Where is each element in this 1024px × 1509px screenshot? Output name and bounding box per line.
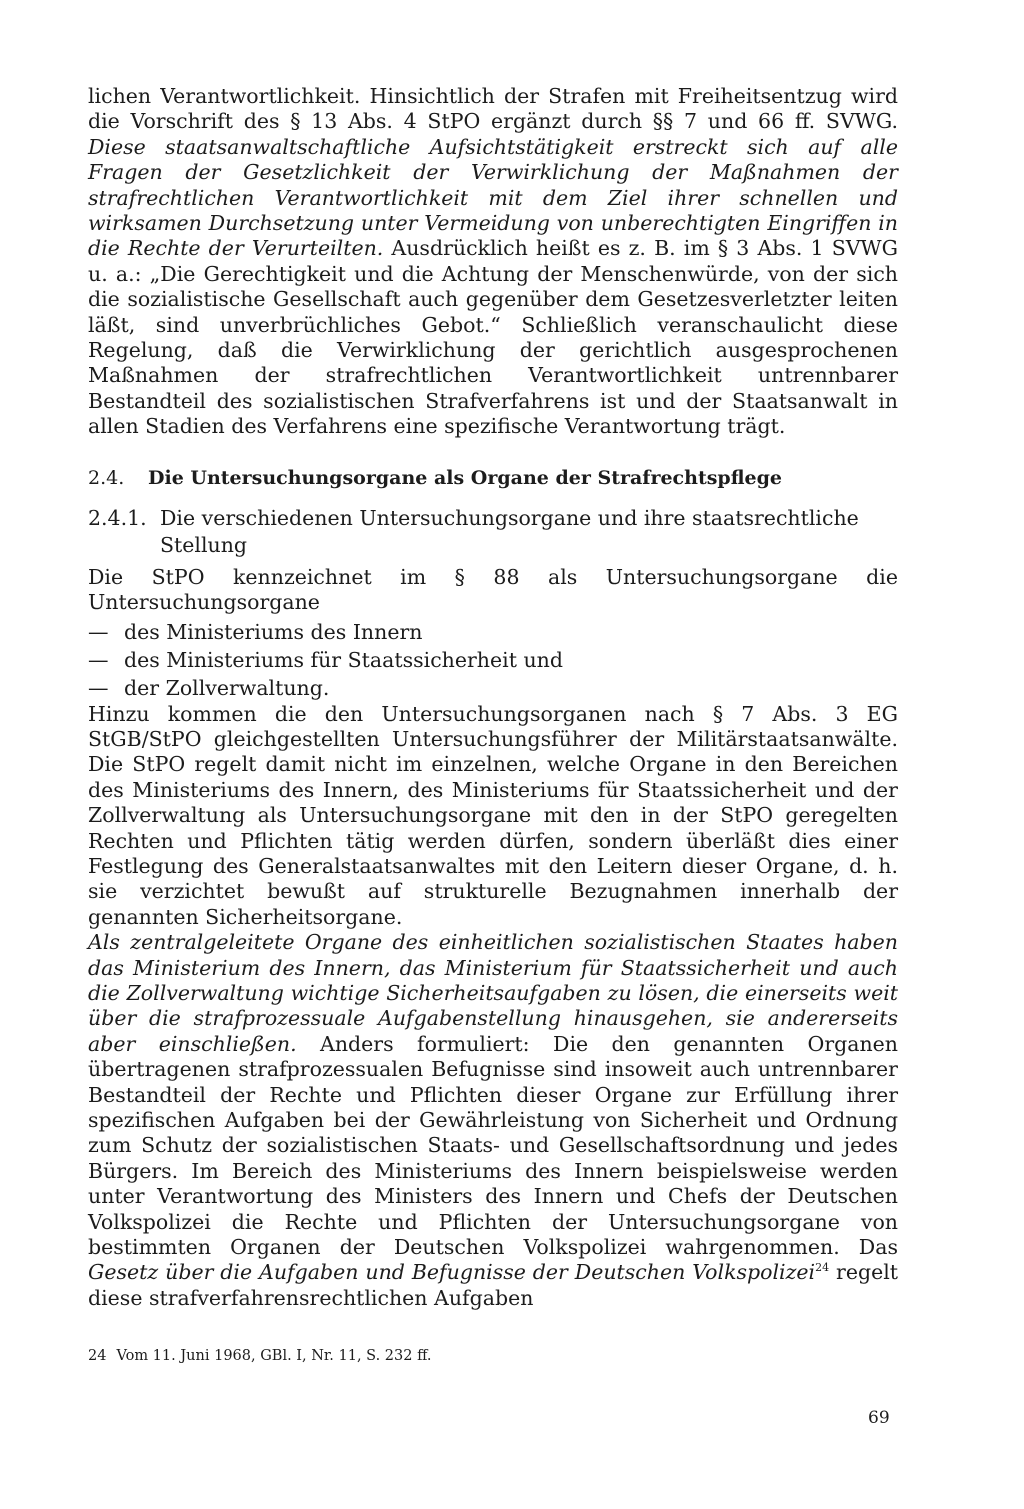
paragraph-2: [88, 565, 898, 616]
list-item: [88, 674, 898, 702]
subsection-title: Die verschiedenen Untersuchungsorgane und ihre staatsrechtliche Stellung: [160, 505, 859, 557]
page-number: 69: [868, 1408, 890, 1428]
section-number: 2.4.: [88, 466, 125, 489]
list-dash: —: [88, 675, 109, 700]
paragraph-4: [88, 930, 898, 1311]
footnote-number: 24: [88, 1348, 107, 1364]
paragraph-1-italic-1: Diese staatsanwaltschaftliche Aufsichtstätigkeit erstreckt sich auf alle Fragen der Gesetzlichkeit der Verwirklichung der Maßnahmen der strafrechtlichen Verantwortlichkeit mit dem Ziel ihrer schnellen und wirksamen Durchsetzung unter Vermeidung von unberechtigten Eingriffen in die Rechte der Verurteilten.: [88, 134, 898, 261]
paragraph-4-text-1: Anders formuliert: Die den genannten Organen übertragenen strafprozessualen Befugnisse sind insoweit auch untrennbarer Bestandteil der Rechte und Pflichten dieser Organe zur Erfüllung ihrer spezifischen Aufgaben bei der Gewährleistung von Sicherheit und Ordnung zum Schutz der sozialistischen Staats- und Gesellschaftsordnung und jedes Bürgers. Im Bereich des Ministeriums des Innern beispielsweise werden unter Verantwortung des Ministers des Innern und Chefs der Deutschen Volkspolizei die Rechte und Pflichten der Untersuchungsorgane von bestimmten Organen der Deutschen Volkspolizei wahrgenommen. Das: [88, 1031, 898, 1260]
list-item-text: des Ministeriums des Innern: [124, 619, 423, 644]
paragraph-1: [88, 84, 898, 440]
subsection-heading: [88, 505, 898, 559]
paragraph-3: [88, 702, 898, 931]
page-body: [88, 84, 898, 1311]
paragraph-4-text-2: regelt diese strafverfahrensrechtlichen Aufgaben: [88, 1260, 899, 1310]
section-title: Die Untersuchungsorgane als Organe der Strafrechtspflege: [148, 466, 782, 489]
paragraph-4-italic-1: Als zentralgeleitete Organe des einheitlichen sozialistischen Staates haben das Ministerium des Innern, das Ministerium für Staatssicherheit und auch die Zollverwaltung wichtige Sicherheitsaufgaben zu lösen, die einerseits weit über die strafprozessuale Aufgabenstellung hinausgehen, sie andererseits aber einschließen.: [88, 930, 898, 1056]
footnote: [88, 1346, 431, 1366]
paragraph-4-italic-2: Gesetz über die Aufgaben und Befugnisse der Deutschen Volkspolizei: [88, 1260, 816, 1285]
list-item-text: der Zollverwaltung.: [124, 675, 330, 700]
footnote-reference: 24: [815, 1261, 830, 1275]
paragraph-1-text-1: lichen Verantwortlichkeit. Hinsichtlich der Strafen mit Freiheitsentzug wird die Vorschrift des § 13 Abs. 4 StPO ergänzt durch §§ 7 und 66 ff. SVWG.: [88, 84, 898, 134]
list-dash: —: [88, 647, 109, 672]
list-item: [88, 618, 898, 646]
list-item: [88, 646, 898, 674]
subsection-number: 2.4.1.: [88, 505, 147, 530]
paragraph-2-text-1: Die StPO kennzeichnet im § 88 als Untersuchungsorgane die Untersuchungsorgane: [88, 564, 898, 615]
paragraph-1-text-2: Ausdrücklich heißt es z. B. im § 3 Abs. 1 SVWG u. a.: „Die Gerechtigkeit und die Achtung der Menschenwürde, von der sich die sozialistische Gesellschaft auch gegenüber dem Gesetzesverletzter leiten läßt, sind unverbrüchliches Gebot.“ Schließlich veranschaulicht diese Regelung, daß die Verwirklichung der gerichtlich ausgesprochenen Maßnahmen der strafrechtlichen Verantwortlichkeit untrennbarer Bestandteil des sozialistischen Strafverfahrens ist und der Staatsanwalt in allen Stadien des Verfahrens eine spezifische Verantwortung trägt.: [88, 236, 898, 439]
list-item-text: des Ministeriums für Staatssicherheit und: [124, 647, 563, 672]
organ-list: [88, 618, 898, 702]
footnote-text: Vom 11. Juni 1968, GBl. I, Nr. 11, S. 232 ff.: [116, 1348, 432, 1364]
section-heading: [88, 466, 898, 491]
paragraph-3-text-1: Hinzu kommen die den Untersuchungsorganen nach § 7 Abs. 3 EG StGB/StPO gleichgestellten Untersuchungsführer der Militärstaatsanwälte. Die StPO regelt damit nicht im einzelnen, welche Organe in den Bereichen des Ministeriums des Innern, des Ministeriums für Staatssicherheit und der Zollverwaltung als Untersuchungsorgane mit den in der StPO geregelten Rechten und Pflichten tätig werden dürfen, sondern überläßt dies einer Festlegung des Generalstaatsanwaltes mit den Leitern dieser Organe, d. h. sie verzichtet bewußt auf strukturelle Bezugnahmen innerhalb der genannten Sicherheitsorgane.: [88, 701, 898, 929]
list-dash: —: [88, 619, 109, 644]
